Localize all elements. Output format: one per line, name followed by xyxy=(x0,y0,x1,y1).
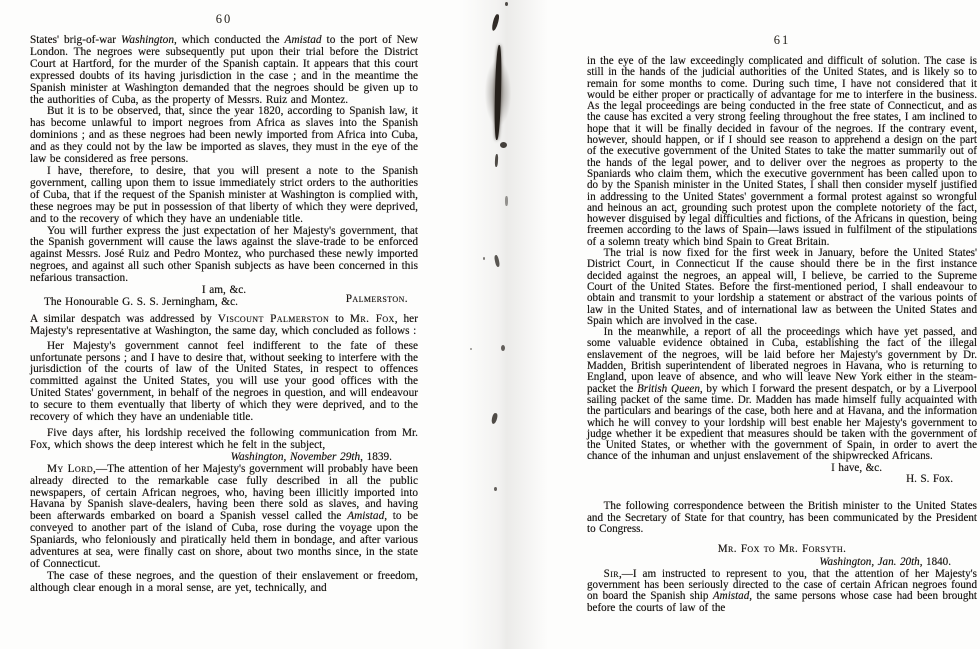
text-run: ,—The attention of her Majesty's government will probably have been already directed to the remarkable case fully described in all the public newspapers, of certain African negroes, who, having been illicitly imported into Havana by Spanish slave-dealers, having been there sold as slaves, and having been afterwards embarked on board a Spanish vessel called the xyxy=(30,462,419,523)
text-run: States' brig-of-war xyxy=(30,34,122,46)
italic-text: Amistad xyxy=(347,510,385,523)
smallcaps-text: Mr. Fox xyxy=(349,312,395,325)
text-run: , 1839. xyxy=(360,450,392,463)
text-run: In the meanwhile, a report of all the proceedings which have yet passed, and some valuable evidence obtained in Cuba, establishing the fact of the illegal enslavement of the negroes, will be laid before her Majesty's government by Dr. Madden, British superintendent of liberated negroes in Havana, who is returning to England, upon leave of absence, and who will leave New York either in the steam-packet the xyxy=(587,326,977,395)
text-run: Five days after, his lordship received the following communication from Mr. Fox, which shows the deep interest which he felt in the subject, xyxy=(30,427,418,451)
text-run: But it is to be observed, that, since the year 1820, according to Spanish law, it has become unlawful to import negroes from Africa as slaves into the Spanish dominions ; and as these negroes had been newly imported from Africa into Cuba, and as they could not by the law be imported as slaves, they must in the eye of the law be considered as free persons. xyxy=(30,105,418,166)
text-block xyxy=(30,464,418,571)
text-run: to xyxy=(329,312,350,325)
right-page-text xyxy=(587,56,977,614)
smallcaps-text: Sir xyxy=(603,567,620,580)
text-run: I have, &c. xyxy=(831,461,882,474)
signature-addressee xyxy=(30,297,238,309)
text-block xyxy=(587,569,977,614)
smallcaps-text: Mr. Fox to Mr. Forsyth. xyxy=(717,543,847,556)
text-block xyxy=(30,341,418,424)
text-block xyxy=(30,106,418,166)
text-run: to the port of New London. The negroes were subsequently put upon their trial before the District Court at Hartford, for the murder of the Spanish captain. It appears that this court expressed doubts of its having jurisdiction in the case ; and in the meantime the Spanish minister at Washington demanded that the negroes should be given up to the authorities of Cuba, as the property of Messrs. Ruiz and Montez. xyxy=(30,34,418,106)
page-number-right: 61 xyxy=(773,33,791,47)
text-block xyxy=(587,474,977,485)
text-run: I have, therefore, to desire, that you will present a note to the Spanish government, calling upon them to issue immediately strict orders to the authorities of Cuba, that if the request of the Spanish minister at Washington is complied with, these negroes may be put in possession of that liberty of which they were deprived, and to the recovery of which they have an undeniable title. xyxy=(30,164,418,225)
text-block xyxy=(30,226,418,286)
text-run: You will further express the just expectation of her Majesty's government, that the Spanish government will cause the laws against the slave-trade to be enforced against Messrs. José Ruiz and Pedro Montez, who purchased these newly imported negroes, and against all such other Spanish subjects as have been concerned in this nefarious transaction. xyxy=(30,224,418,285)
text-run: A similar despatch was addressed by xyxy=(30,312,218,325)
text-block xyxy=(30,166,418,226)
ink-speck xyxy=(500,142,507,148)
text-block xyxy=(587,544,977,555)
smallcaps-text: Palmerston. xyxy=(345,292,408,305)
italic-text: Washington, November 29th xyxy=(230,450,361,463)
ink-speck xyxy=(505,2,508,6)
smallcaps-text: Viscount Palmerston xyxy=(217,312,330,325)
text-run: Her Majesty's government cannot feel indifferent to the fate of these unfortunate persons ; and I have to desire that, without seeking to interfere with the jurisdiction of the courts of law of the United States, in respect to offences committed against the United States, you will use your good offices with the United States' government, in behalf of the negroes in question, and will endeavour to secure to them eventually that liberty of which they were deprived, and to the recovery of which they have an undeniable title. xyxy=(30,339,418,424)
text-run: , her Majesty's representative at Washington, the same day, which concluded as follows : xyxy=(30,312,418,337)
italic-text: British Queen xyxy=(636,382,700,395)
ink-speck xyxy=(470,348,472,350)
text-run: , by which I forward the present despatch, or by a Liverpool sailing packet of the same time. Dr. Madden has made himself fully acquainted with the particulars and bearings of the case, both here and at Havana, and the information which he will convey to your lordship will best enable her Majesty's government to judge whether it be expedient that measures should be taken with the government of the United States, or whether with the government of Spain, in order to avert the chance of the inhuman and unjust enslavement of the shipwrecked Africans. xyxy=(587,382,977,463)
text-block xyxy=(30,428,418,452)
smallcaps-text: My Lord xyxy=(46,462,93,475)
text-block xyxy=(587,501,977,535)
text-run: , to be conveyed to another part of the island of Cuba, rose during the voyage upon the Spaniards, who feloniously and piratically held them in bondage, and after various adventures at sea, were finally cast on shore, about two months since, in the state of Connecticut. xyxy=(30,510,418,570)
italic-text: Amistad xyxy=(284,34,322,46)
text-run: , 1840. xyxy=(919,556,951,569)
text-block xyxy=(30,35,418,106)
italic-text: Washington xyxy=(121,34,174,46)
text-run: ,—I am instructed to represent to you, that the attention of her Majesty's government has been seriously directed to the case of certain African negroes found on board the Spanish ship xyxy=(587,567,977,603)
text-block xyxy=(30,571,418,595)
text-run: The following correspondence between the British minister to the United States and the Secretary of State for that country, has been communicated by the President to Congress. xyxy=(587,500,977,535)
text-block xyxy=(30,314,418,338)
ink-speck xyxy=(501,345,505,351)
text-run: The Honourable G. S. S. Jerningham, &c. xyxy=(44,295,238,308)
text-run: H. S. Fox. xyxy=(906,472,953,485)
page-number-left: 60 xyxy=(215,12,233,26)
text-block xyxy=(30,292,418,309)
text-run: in the eye of the law exceedingly complicated and difficult of solution. The case is still in the hands of the judicial authorities of the United States, and is likely so to remain for some months to come. During such time, I have not considered that it would be either proper or practically of advantage for me to interfere in the business. As the legal proceedings are being conducted in the free state of Connecticut, and as the cause has excited a very strong feeling throughout the free states, I am inclined to hope that it will be finally decided in favour of the negroes. If the contrary event, however, should happen, or if I should see reason to apprehend a design on the part of the executive government of the United States to take the matter summarily out of the hands of the legal power, and to deliver over the negroes as property to the Spaniards who claim them, which the executive government has been called upon to do by the Spanish minister in the United States, I shall then consider myself justified in addressing to the United States' government a formal protest against so wrongful and heinous an act, grounding such protest upon the complete notoriety of the fact, however disguised by legal difficulties and fictions, of the Africans in question, being freemen according to the laws of Spain—laws issued in fulfilment of the stipulations of a solemn treaty which bind Spain to Great Britain. xyxy=(587,55,977,248)
left-page xyxy=(30,0,418,595)
text-block xyxy=(587,56,977,248)
text-run: , the same persons whose case had been brought before the courts of law of the xyxy=(587,590,977,614)
text-run: , which conducted the xyxy=(173,34,285,46)
ink-speck xyxy=(505,196,508,206)
ink-speck xyxy=(483,257,485,260)
italic-text: Washington, Jan. 20th xyxy=(819,556,920,569)
text-run: The case of these negroes, and the question of their enslavement or freedom, although clear enough in a moral sense, are yet, technically, and xyxy=(30,569,418,594)
left-page-text xyxy=(30,35,418,595)
italic-text: Amistad xyxy=(712,590,750,603)
signature-name xyxy=(346,294,418,306)
right-page xyxy=(587,0,977,614)
text-run: I am, &c. xyxy=(201,284,247,297)
text-block xyxy=(587,248,977,327)
text-block xyxy=(587,327,977,463)
text-run: The trial is now fixed for the first week in January, before the United States' District Court, in Connecticut If the cause should there be in the first instance decided against the negroes, an appeal will, I believe, be carried to the Supreme Court of the United States. Before the first-mentioned period, I shall endeavour to obtain and transmit to your lordship a statement or abstract of the various points of law in the United States, and of international law as between the United States and Spain which are involved in the case. xyxy=(587,247,977,327)
ink-speck xyxy=(494,487,497,491)
